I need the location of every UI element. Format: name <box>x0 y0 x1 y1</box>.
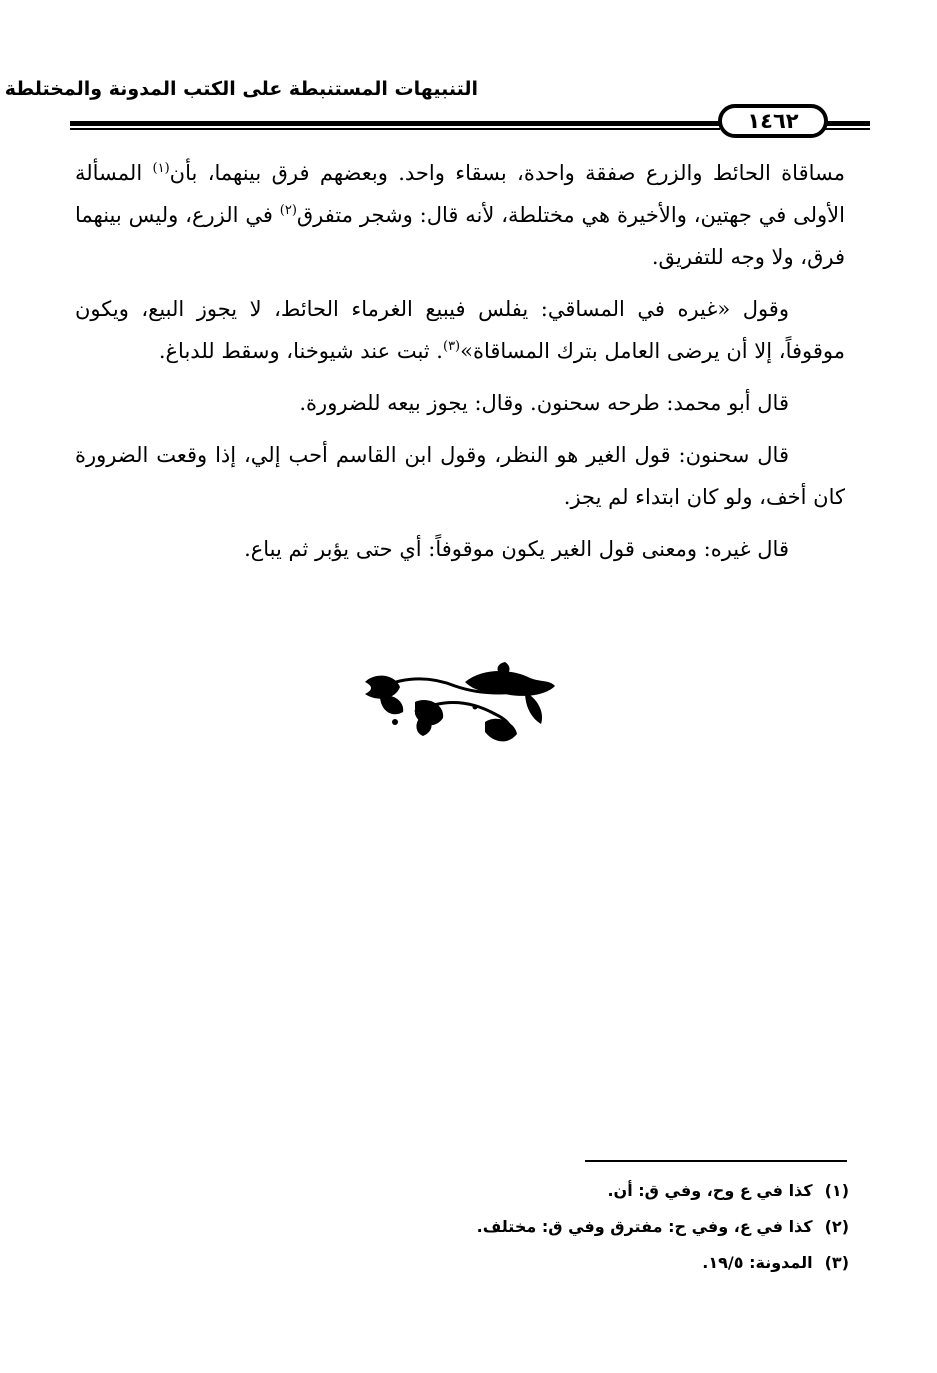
paragraph-1-part-3: في الزرع، وليس بينهما فرق، ولا وجه للتفريق. <box>75 203 845 269</box>
paragraph-2 <box>75 288 845 372</box>
footnote-2-text: كذا في ع، وفي ح: مفترق وفي ق: مختلف. <box>476 1217 813 1236</box>
footnote-ref-1: (١) <box>152 161 170 176</box>
footnote-2 <box>249 1209 849 1245</box>
header-rule-thin <box>70 128 720 130</box>
paragraph-4: قال سحنون: قول الغير هو النظر، وقول ابن القاسم أحب إلي، إذا وقعت الضرورة كان أخف، ولو كان ابتداء لم يجز. <box>75 443 845 509</box>
paragraph-5: قال غيره: ومعنى قول الغير يكون موقوفاً: أي حتى يؤبر ثم يباع. <box>244 537 789 561</box>
footnotes <box>249 1173 849 1281</box>
floral-ornament-icon <box>355 652 565 752</box>
footnote-1-text: كذا في ع وح، وفي ق: أن. <box>607 1181 813 1200</box>
page-header <box>4 78 870 138</box>
footnote-ref-3: (٣) <box>442 339 461 354</box>
paragraph-2-part-2: . ثبت عند شيوخنا، وسقط للدباغ. <box>158 339 443 363</box>
footnote-3-number: (٣) <box>824 1253 849 1272</box>
paragraph-1 <box>75 152 845 278</box>
running-title: التنبيهات المستنبطة على الكتب المدونة والمختلطة <box>4 78 478 100</box>
paragraph-1-part-1: مساقاة الحائط والزرع صفقة واحدة، بسقاء واحد. وبعضهم فرق بينهما، بأن <box>169 161 845 185</box>
header-rule-thick <box>70 121 720 126</box>
page-number: ١٤٦٢ <box>718 104 828 138</box>
footnote-1-number: (١) <box>824 1181 849 1200</box>
footnote-3 <box>249 1245 849 1281</box>
footnote-separator <box>585 1160 847 1162</box>
header-rule-right-thin <box>825 128 870 130</box>
footnote-ref-2: (٢) <box>279 203 297 218</box>
paragraph-2-part-1: وقول «غيره في المساقي: يفلس فيبيع الغرماء الحائط، لا يجوز البيع، ويكون موقوفاً، إلا أن يرضى العامل بترك المساقاة» <box>75 297 845 363</box>
header-rule-right-thick <box>825 121 870 126</box>
paragraph-1-part-2: المسألة الأولى في جهتين، والأخيرة هي مختلطة، لأنه قال: وشجر متفرق <box>75 161 845 227</box>
footnote-2-number: (٢) <box>824 1217 849 1236</box>
paragraph-3: قال أبو محمد: طرحه سحنون. وقال: يجوز بيعه للضرورة. <box>299 391 789 415</box>
main-text <box>75 152 845 580</box>
footnote-1 <box>249 1173 849 1209</box>
footnote-3-text: المدونة: ١٩/٥. <box>702 1253 813 1272</box>
